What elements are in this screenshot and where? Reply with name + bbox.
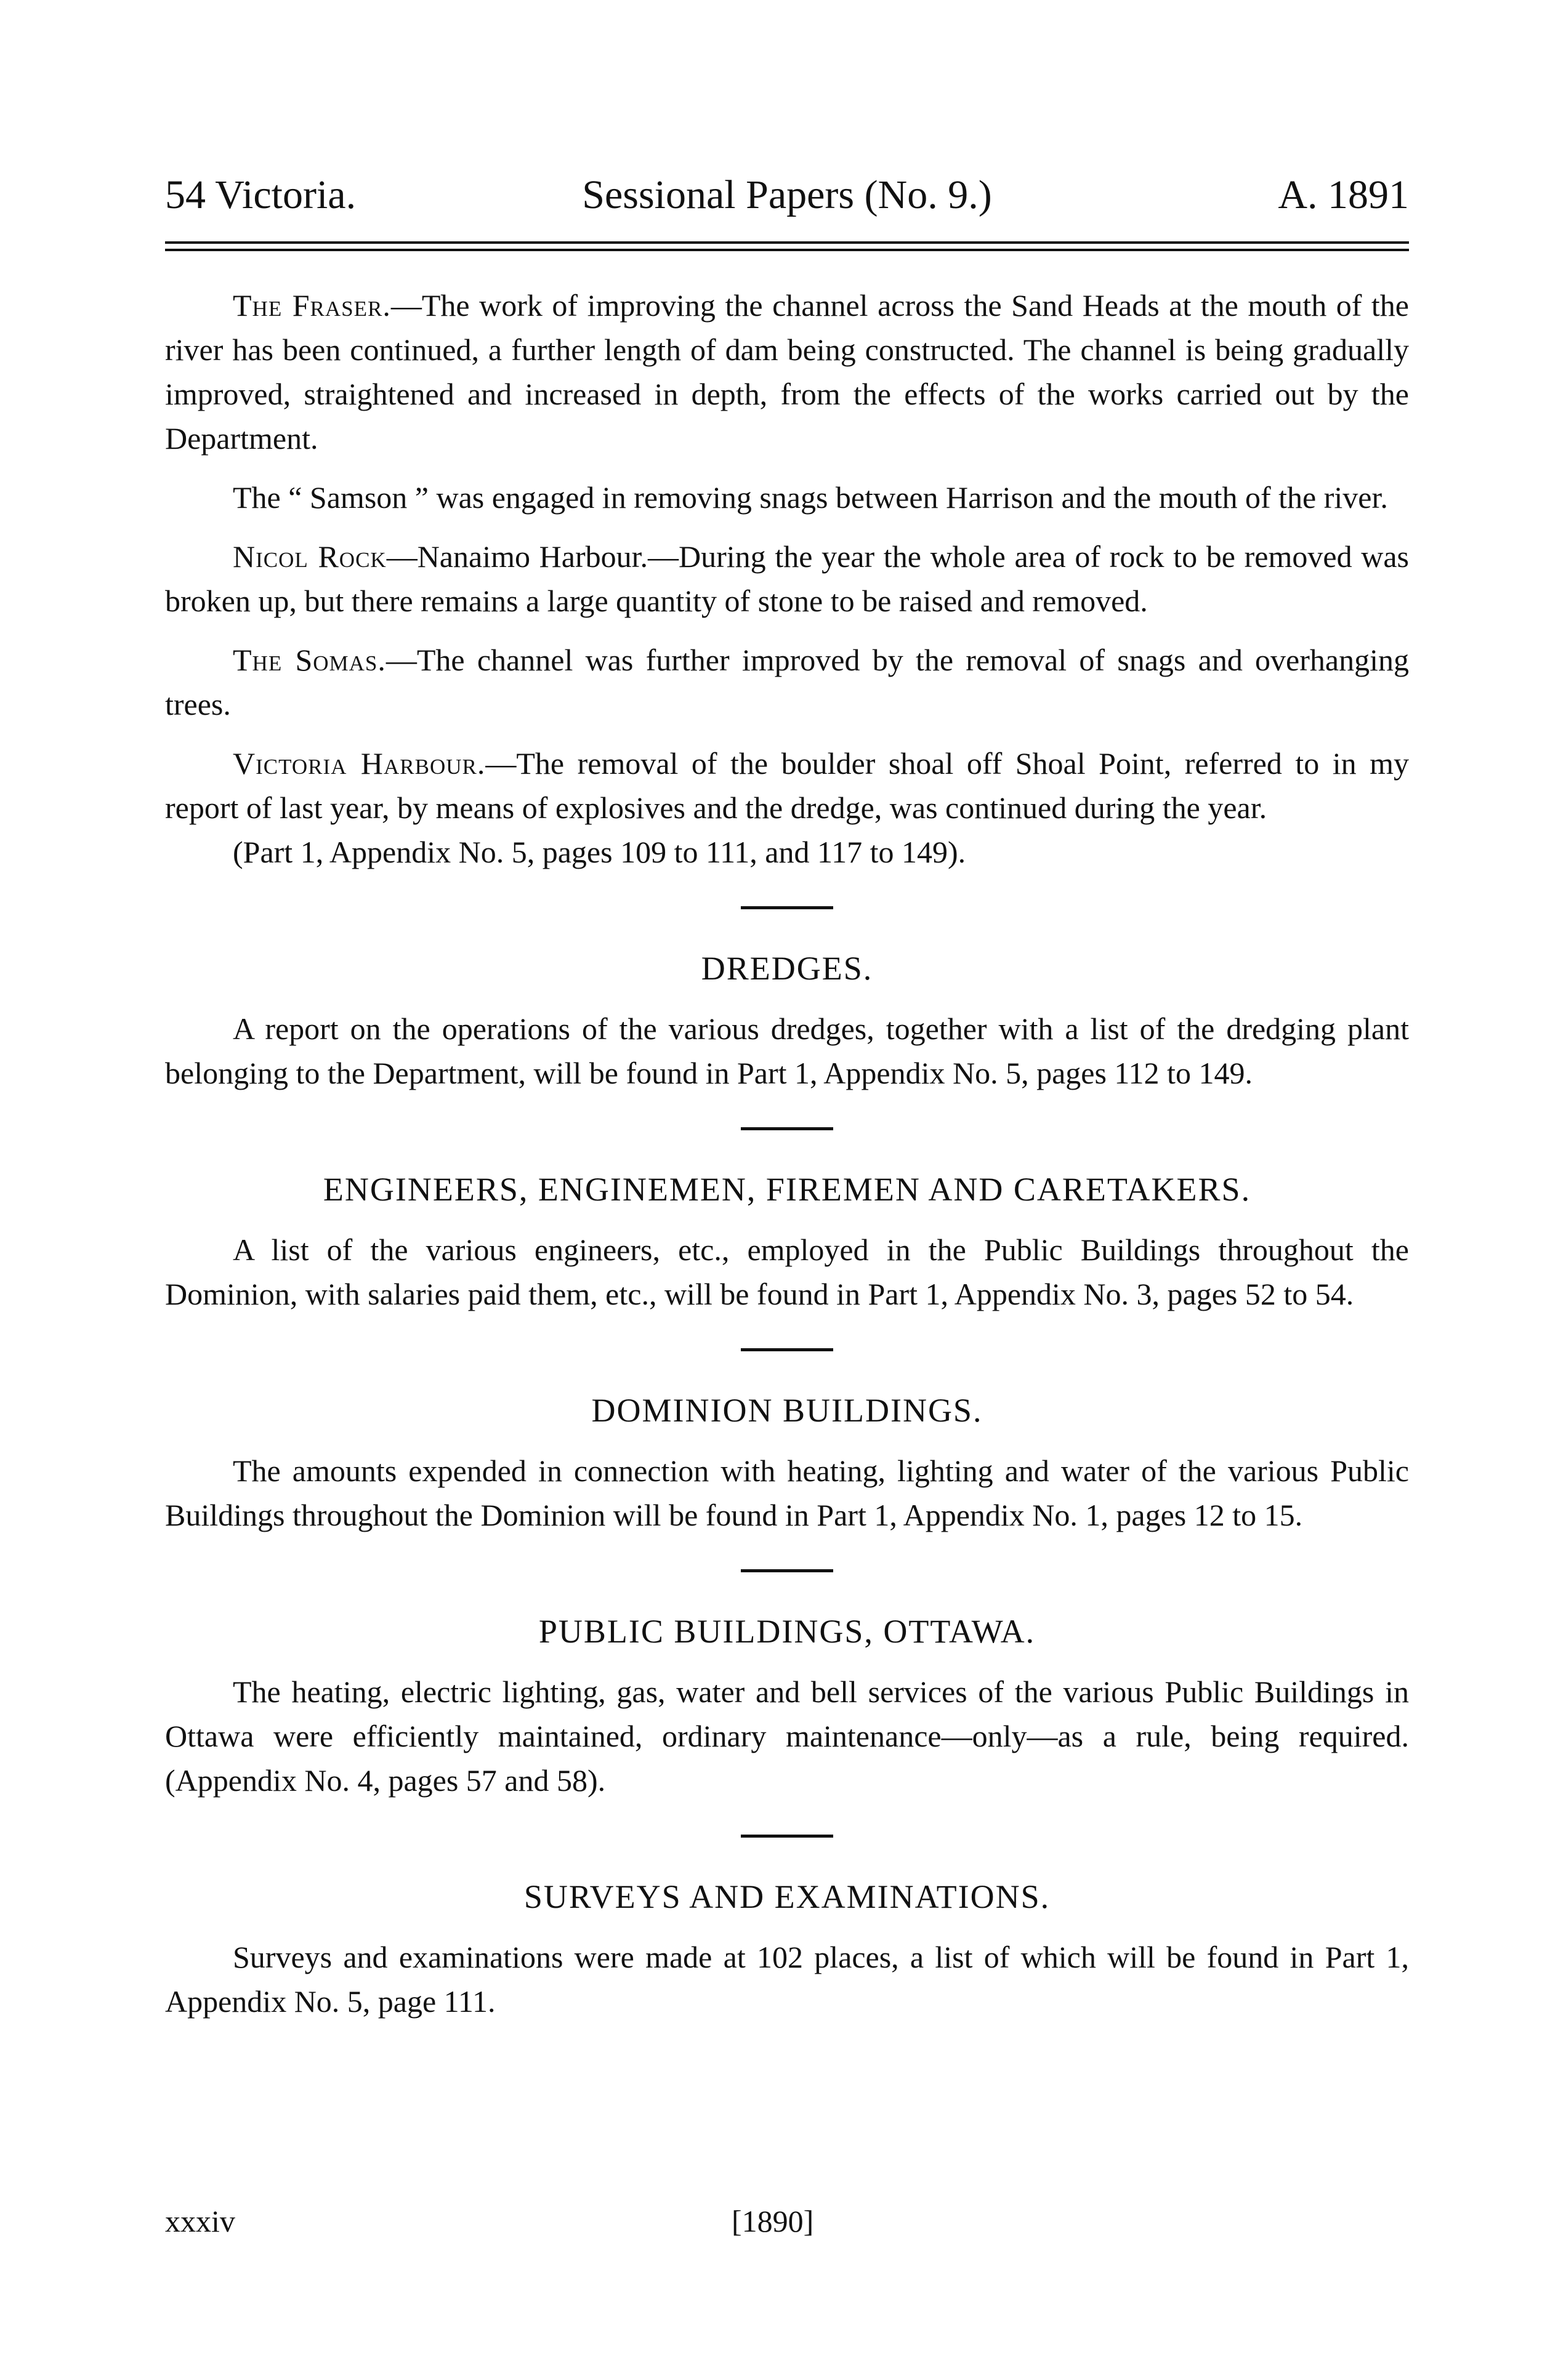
heading-engineers: ENGINEERS, ENGINEMEN, FIREMEN AND CARETAKERS. [323,1171,1251,1208]
section-divider [741,1127,833,1130]
heading-surveys: SURVEYS AND EXAMINATIONS. [523,1878,1051,1915]
heading-dominion-buildings: DOMINION BUILDINGS. [591,1392,983,1429]
text-nicol-rock: —Nanaimo Harbour.—During the year the whole area of rock to be removed was broken up, but there remains a large quantity of stone to be raised and removed. [165,539,1410,618]
paragraph-dredges: A report on the operations of the various dredges, together with a list of the dredging plant belonging to the Department, will be found in Part 1, Appendix No. 5, pages 112 to 149. [165,1011,1409,1090]
section-divider [741,1569,833,1572]
footer-year: [1890] [732,2204,814,2238]
paragraph-public-buildings-ottawa: The heating, electric lighting, gas, water and bell services of the various Public Buildings in Ottawa were efficiently maintained, ordinary maintenance—only—as a rule, being required. (Appendix No. 4, pages 57 and 58). [165,1674,1409,1798]
heading-dredges: DREDGES. [701,950,873,987]
text-somas: —The channel was further improved by the removal of snags and overhanging trees. [165,643,1409,722]
lead-fraser: The Fraser. [233,288,391,323]
running-header [165,167,1409,223]
section-divider [741,1348,833,1351]
body-text [165,283,1409,2038]
paragraph-part-reference: (Part 1, Appendix No. 5, pages 109 to 111, and 117 to 149). [233,835,966,869]
page-footer [165,2199,1409,2243]
section-divider [741,1835,833,1838]
paragraph-somas [165,638,1409,726]
header-title: Sessional Papers (No. 9.) [582,172,992,217]
paragraph-samson: The “ Samson ” was engaged in removing snags between Harrison and the mouth of the river. [233,480,1388,515]
header-year: A. 1891 [1278,172,1409,217]
paragraph-nicol-rock [165,534,1409,623]
paragraph-engineers: A list of the various engineers, etc., employed in the Public Buildings throughout the Dominion, with salaries paid them, etc., will be found in Part 1, Appendix No. 3, pages 52 to 54. [165,1232,1409,1311]
section-divider [741,906,833,909]
lead-nicol-rock: Nicol Rock [233,539,387,574]
paragraph-victoria-harbour [165,741,1409,830]
paragraph-surveys: Surveys and examinations were made at 102 places, a list of which will be found in Part 1, Appendix No. 5, page 111. [165,1940,1409,2019]
lead-victoria-harbour: Victoria Harbour. [233,746,486,781]
text-victoria-harbour: —The removal of the boulder shoal off Shoal Point, referred to in my report of last year, by means of explosives and the dredge, was continued during the year. [165,746,1409,825]
text-fraser: —The work of improving the channel across the Sand Heads at the mouth of the river has been continued, a further length of dam being constructed. The channel is being gradually improved, straightened and increased in depth, from the effects of the works carried out by the Department. [165,288,1409,456]
header-rule-bottom [165,249,1409,251]
header-rule-top [165,241,1409,244]
lead-somas: The Somas. [233,643,386,677]
page-number: xxxiv [165,2204,235,2238]
paragraph-dominion-buildings: The amounts expended in connection with heating, lighting and water of the various Public Buildings throughout the Dominion will be found in Part 1, Appendix No. 1, pages 12 to 15. [165,1453,1409,1532]
header-volume: 54 Victoria. [165,172,357,217]
paragraph-fraser [165,283,1409,460]
heading-public-buildings-ottawa: PUBLIC BUILDINGS, OTTAWA. [538,1613,1036,1650]
